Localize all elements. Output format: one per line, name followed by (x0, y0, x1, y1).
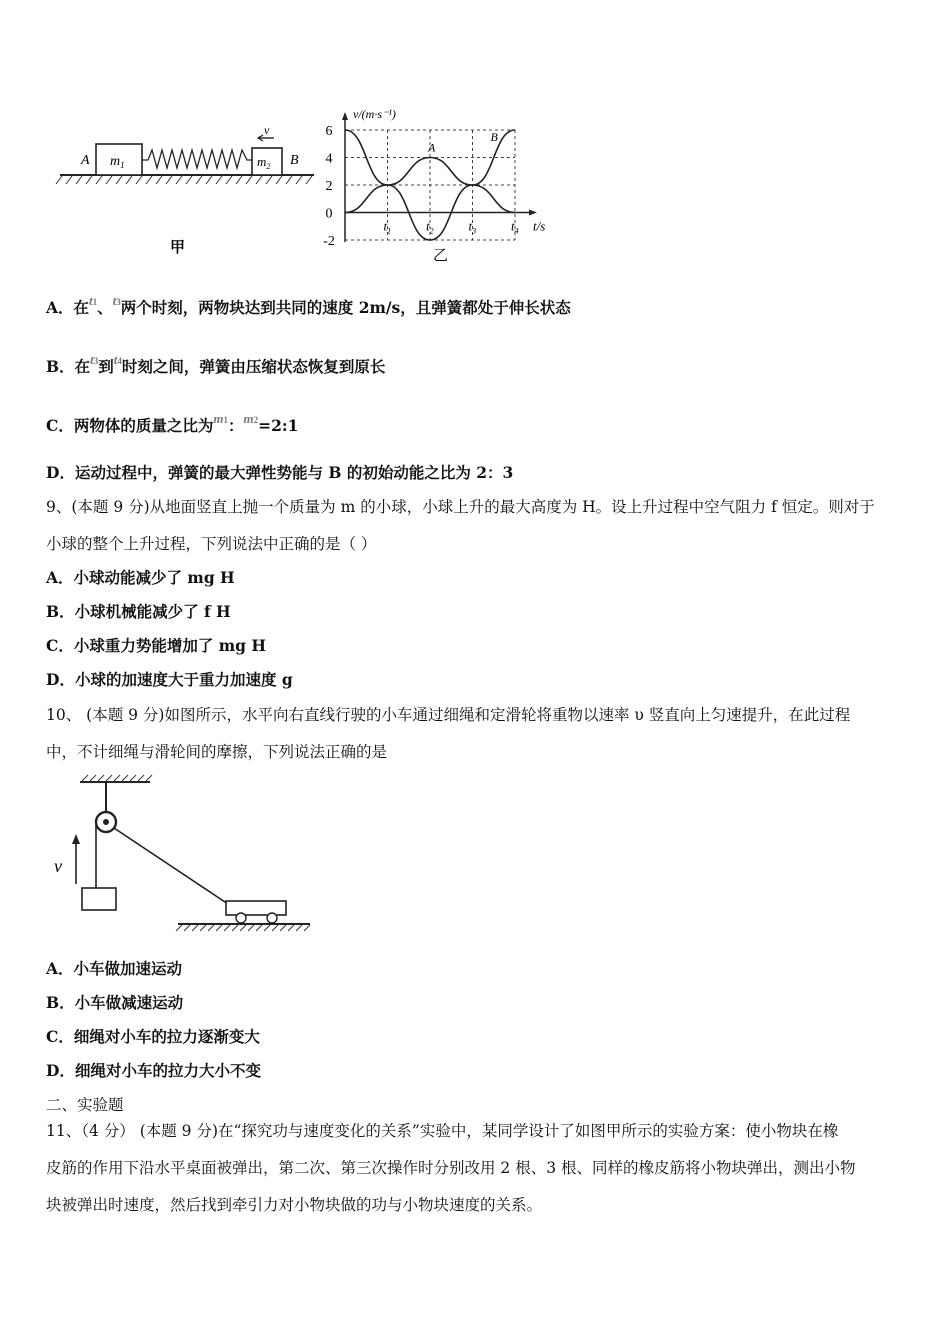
q8-option-d: D．运动过程中，弹簧的最大弹性势能与 B 的初始动能之比为 2：3 (46, 463, 514, 482)
m1-symbol: m1 (213, 411, 228, 426)
series-label-a: A (428, 140, 436, 155)
label-a: A (81, 153, 90, 168)
block-m1-label: $m_1$ (110, 154, 125, 170)
velocity-label: v (264, 123, 270, 137)
q9-option-c: C．小球重力势能增加了 mg H (46, 636, 267, 655)
spring-blocks-figure (52, 120, 322, 260)
q9-stem-line2: 小球的整个上升过程，下列说法中正确的是（ ） (46, 535, 377, 553)
q9-option-a: A．小球动能减少了 mg H (46, 568, 235, 587)
q11-stem-line1: 11、（4 分） (本题 9 分)在“探究功与速度变化的关系”实验中，某同学设计了如图甲所示的实验方案：使小物块在橡 (46, 1122, 839, 1140)
weight-block (82, 888, 116, 910)
q8-option-a: A．在$^{t1}$、$^{t3}$两个时刻，两物块达到共同的速度 2m/s，且弹簧都处于伸长状态 (46, 293, 571, 317)
q10-option-a: A．小车做加速运动 (46, 959, 183, 978)
y-axis-label: v/(m·s⁻¹) (353, 107, 396, 121)
t1-symbol: t1 (89, 293, 98, 308)
q11-stem-line3: 块被弹出时速度，然后找到牵引力对小物块做的功与小物块速度的关系。 (46, 1196, 543, 1214)
q9-option-b: B．小球机械能减少了 f H (46, 602, 231, 621)
m2-symbol: m2 (243, 411, 259, 426)
y-tick-label: 0 (325, 206, 333, 222)
pulley-cart-figure (48, 772, 328, 942)
t3-symbol: t3 (90, 352, 99, 367)
caption-yi: 乙 (433, 248, 449, 264)
y-tick-label: 4 (325, 151, 333, 167)
section-heading: 二、实验题 (46, 1096, 124, 1114)
t4-symbol: t4 (113, 352, 122, 367)
q10-stem-line1: 10、 (本题 9 分)如图所示，水平向右直线行驶的小车通过细绳和定滑轮将重物以速率 υ 竖直向上匀速提升，在此过程 (46, 706, 851, 724)
q10-option-d: D．细绳对小车的拉力大小不变 (46, 1061, 261, 1080)
q10-option-b: B．小车做减速运动 (46, 993, 184, 1012)
x-tick-label: $t_4$ (511, 218, 519, 236)
x-axis-label: t/s (533, 218, 546, 234)
y-tick-label: -2 (323, 234, 335, 249)
x-axis-arrow-icon (529, 210, 537, 216)
q8-option-b: B．在$^{t3}$到$^{t4}$时刻之间，弹簧由压缩状态恢复到原长 (46, 352, 386, 376)
series-label-b: B (490, 130, 498, 144)
q8-option-c: C．两物体的质量之比为$^{m1}$：$^{m2}$=2:1 (46, 411, 299, 435)
q9-stem-line1: 9、(本题 9 分)从地面竖直上抛一个质量为 m 的小球，小球上升的最大高度为 H。设上升过程中空气阻力 f 恒定。则对于 (46, 498, 875, 516)
t3-symbol: t3 (112, 293, 121, 308)
y-tick-label: 2 (325, 179, 333, 194)
q10-stem-line2: 中，不计细绳与滑轮间的摩擦，下列说法正确的是 (46, 743, 388, 761)
label-b: B (290, 153, 299, 168)
q9-option-d: D．小球的加速度大于重力加速度 g (46, 670, 293, 689)
x-tick-label: $t_1$ (383, 218, 392, 236)
velocity-time-chart (315, 100, 565, 265)
y-axis-arrow-icon (342, 112, 348, 120)
spring (142, 150, 252, 168)
x-tick-label: $t_2$ (426, 218, 434, 236)
x-tick-label: $t_3$ (468, 218, 477, 236)
q11-stem-line2: 皮筋的作用下沿水平桌面被弹出，第二次、第三次操作时分别改用 2 根、3 根、同样的橡皮筋将小物块弹出，测出小物 (46, 1159, 856, 1177)
y-tick-label: 6 (325, 124, 333, 139)
caption-jia: 甲 (170, 240, 186, 256)
cart (226, 901, 286, 915)
q10-option-c: C．细绳对小车的拉力逐渐变大 (46, 1027, 260, 1046)
block-m2-label: $m_2$ (257, 154, 271, 171)
v-label: v (54, 856, 62, 876)
